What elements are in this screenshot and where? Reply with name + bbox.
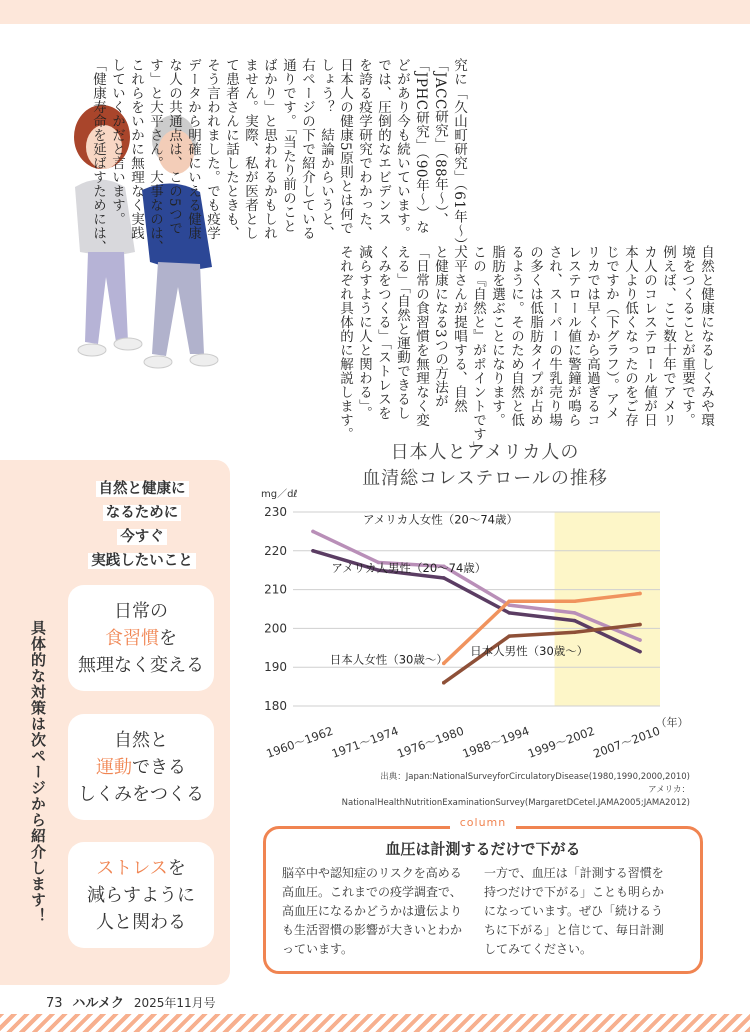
page-footer bbox=[46, 992, 216, 1011]
column-title: 血圧は計測するだけで下がる bbox=[385, 840, 581, 858]
magazine-name: ハルメク bbox=[72, 996, 124, 1011]
series-label: アメリカ人男性（20～74歳） bbox=[331, 560, 487, 575]
series-label: 日本人女性（30歳～） bbox=[329, 652, 448, 667]
highlight-band bbox=[555, 512, 660, 706]
data-point bbox=[573, 630, 577, 634]
body-text-column-2: 自然と健康になるしくみや環 境をつくることが重要です。 例えば、ここ数十年でアメリ カ人のコレステロール値が日 本人より低くなったのをご存 じですか（下グラフ）。アメ リカでは早くから高過ぎるコ レステロール値に警鐘が鳴ら され、スーパーの牛乳売り場 の多くは低脂肪タイプが占め るように。そのため自然と低 脂肪を選ぶことになります。 この『自然と』がポイントです」 大平さんが提唱する、自然 と健康になる3つの方法が 「日常の食習慣を無理なく変 える」「自然と運動できるし くみをつくる」「ストレスを 減らすように人と関わる」。 それぞれ具体的に解説します。 bbox=[337, 245, 714, 455]
cholesterol-chart bbox=[255, 485, 705, 805]
tip-card-text: 人と関わる bbox=[96, 911, 186, 933]
data-point bbox=[311, 530, 315, 534]
data-point bbox=[442, 681, 446, 685]
x-tick-label: 1960～1962 bbox=[264, 723, 335, 761]
data-point bbox=[638, 623, 642, 627]
sidebar-heading-line: なるために bbox=[103, 505, 182, 521]
sidebar-heading-line: 実践したいこと bbox=[88, 553, 196, 569]
x-tick-label: 1999～2002 bbox=[525, 723, 597, 761]
column-text-left: 脳卒中や認知症のリスクを高める高血圧。これまでの疫学調査で、高血圧になるかどうかは遺伝よりも生活習慣の影響が大きいとわかっています。 bbox=[282, 866, 463, 956]
tip-card-highlight: 食習慣 bbox=[105, 627, 159, 649]
data-point bbox=[573, 599, 577, 603]
tip-card-highlight: 運動 bbox=[96, 756, 132, 778]
series-label: 日本人男性（30歳～） bbox=[470, 644, 589, 659]
tip-card-text: を bbox=[167, 857, 186, 879]
tip-card-text: しくみをつくる bbox=[78, 783, 204, 805]
data-point bbox=[442, 576, 446, 580]
tip-card-text: 減らすように bbox=[87, 884, 195, 906]
tip-card-line bbox=[114, 727, 168, 754]
sidebar-heading-line: 自然と健康に bbox=[96, 481, 189, 497]
bottom-stripes bbox=[0, 1014, 750, 1032]
data-point bbox=[638, 592, 642, 596]
column-text-right: 一方で、血圧は「計測する習慣を持つだけで下がる」ことも明らかになっています。ぜひ「続けるうちに下がる」と信じて、毎日計測してみてください。 bbox=[484, 866, 665, 956]
sidebar-heading bbox=[72, 478, 212, 574]
chart-source bbox=[300, 771, 690, 810]
y-tick-label: 210 bbox=[264, 582, 287, 597]
tip-card-line bbox=[114, 598, 168, 625]
y-tick-label: 200 bbox=[264, 621, 287, 636]
x-axis-label: （年） bbox=[655, 716, 689, 729]
next-page-note: 具体的な対策は次ページから紹介します！ bbox=[29, 620, 47, 924]
data-point bbox=[638, 650, 642, 654]
x-tick-label: 2007～2010 bbox=[591, 723, 662, 761]
sidebar-heading-line: 今すぐ bbox=[117, 529, 167, 545]
x-tick-label: 1971～1974 bbox=[329, 723, 401, 761]
column-tag: column bbox=[450, 816, 516, 834]
tip-card-line bbox=[87, 882, 195, 909]
tip-card-line bbox=[105, 625, 177, 652]
tip-card-text: を bbox=[159, 627, 177, 649]
chart-title: 日本人とアメリカ人の 血清総コレステロールの推移 bbox=[362, 442, 608, 489]
tip-card-text: 無理なく変える bbox=[78, 654, 204, 676]
data-point bbox=[573, 611, 577, 615]
tip-card-line bbox=[78, 652, 204, 679]
tip-card-highlight: ストレス bbox=[96, 857, 168, 879]
tip-card-line bbox=[78, 781, 204, 808]
y-tick-label: 230 bbox=[264, 505, 287, 519]
y-axis-label: mg／dℓ bbox=[261, 489, 298, 500]
data-point bbox=[507, 599, 511, 603]
issue-date: 2025年11月号 bbox=[133, 996, 216, 1010]
data-point bbox=[573, 619, 577, 623]
tip-card-text: できる bbox=[132, 756, 186, 778]
tip-card-exercise bbox=[68, 714, 214, 820]
tip-card-text: 自然と bbox=[114, 729, 168, 751]
page-number: 73 bbox=[46, 996, 63, 1011]
tip-card-line bbox=[96, 754, 186, 781]
data-point bbox=[507, 634, 511, 638]
tip-card-diet bbox=[68, 585, 214, 691]
y-tick-label: 220 bbox=[264, 543, 287, 558]
x-tick-label: 1976～1980 bbox=[395, 723, 466, 761]
source-line-2: アメリカ：NationalHealthNutritionExaminationSurvey(MargaretDCetel.JAMA2005;JAMA2012) bbox=[341, 785, 690, 808]
y-tick-label: 190 bbox=[264, 660, 287, 675]
series-label: アメリカ人女性（20～74歳） bbox=[363, 512, 518, 527]
tip-card-line bbox=[96, 909, 186, 936]
y-tick-label: 180 bbox=[264, 699, 287, 713]
data-point bbox=[638, 638, 642, 642]
body-text-column-1: 究に「久山町研究」（61年〜）、 「JACC研究」（88年〜）、 「JPHC研究」（90年〜）な どがあり今も続いています。 では、圧倒的なエビデンス を誇る疫学研究でわかった、 日本人の健康5原則とは何で しょう？ 結論からいうと、 右ページの下で紹介している 通りです。「当たり前のこと ばかり」と思われるかもしれ ません。実際、私が医者とし て患者さんに話したときも、 そう言われました。でも疫学 データから明確にいえる健康 な人の共通点は、この5つで す」と大平さん。大事なのは、 これらをいかに無理なく実践 していくかだと言います。 「健康寿命を延ばすためには、 bbox=[90, 58, 467, 259]
tip-card-text: 日常の bbox=[114, 600, 168, 622]
source-line-1: 出典：Japan:NationalSurveyforCirculatoryDisease(1980,1990,2000,2010) bbox=[380, 772, 690, 782]
tip-card-stress bbox=[68, 842, 214, 948]
tip-card-line bbox=[96, 855, 185, 882]
data-point bbox=[311, 549, 315, 553]
data-point bbox=[507, 611, 511, 615]
top-band bbox=[0, 0, 750, 24]
x-tick-label: 1988～1994 bbox=[460, 723, 532, 761]
